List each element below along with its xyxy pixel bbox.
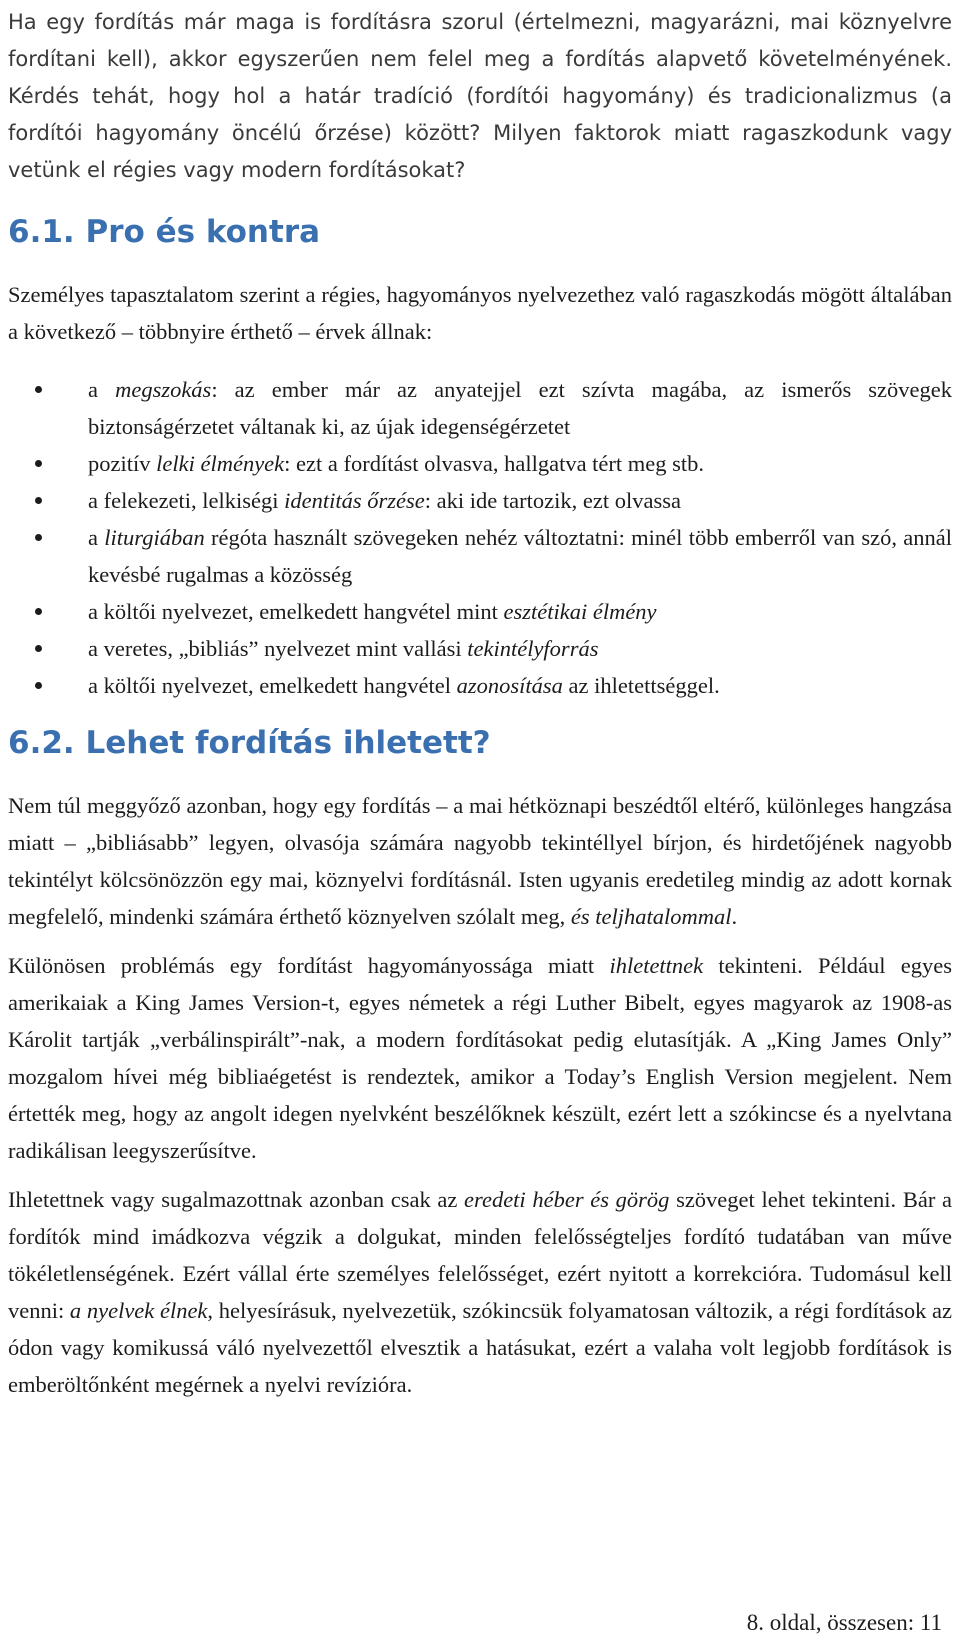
list-item: a veretes, „bibliás” nyelvezet mint vallási tekintélyforrás (8, 630, 952, 667)
bullet-icon (35, 645, 42, 652)
argument-list (8, 371, 952, 704)
section-2-paragraph-3: Ihletettnek vagy sugalmazottnak azonban csak az eredeti héber és görög szöveget lehet tekinteni. Bár a fordítók mind imádkozva végzik a dolgukat, minden felelősségteljes fordító tudatában van műve tökéletlenségének. Ezért vállal érte személyes felelősséget, ezért nyitott a korrekcióra. Tudomásul kell venni: a nyelvek élnek, helyesírásuk, nyelvezetük, szókincsük folyamatosan változik, a régi fordítások az ódon vagy komikussá váló nyelvezettől elvesztik a hatásukat, ezért a valaha volt legjobb fordítások is emberöltőnként megérnek a nyelvi revízióra. (8, 1187, 952, 1397)
document-page (8, 0, 952, 1403)
section-2-paragraph-1: Nem túl meggyőző azonban, hogy egy fordítás – a mai hétköznapi beszédtől eltérő, különleges hangzása miatt – „bibliásabb” legyen, olvasója számára nagyobb tekintéllyel bírjon, és hirdetőjének nagyobb tekintélyt kölcsönözzön egy mai, köznyelvi fordításnál. Isten ugyanis eredetileg mindig az adott kornak megfelelő, mindenki számára érthető köznyelven szólalt meg, és teljhatalommal. (8, 793, 952, 929)
bullet-icon (35, 386, 42, 393)
section-2-paragraph-2: Különösen problémás egy fordítást hagyományossága miatt ihletettnek tekinteni. Például egyes amerikaiak a King James Version-t, egyes németek a régi Luther Bibelt, egyes magyarok az 1908-as Károlit tartják „verbálinspirált”-nak, a modern fordításokat pedig elutasítják. A „King James Only” mozgalom hívei még bibliaégetést is rendeztek, amikor a Today’s English Version megjelent. Nem értették meg, hogy az angolt idegen nyelvként beszélőknek készült, ezért lett a szókincse és a nyelvtana radikálisan leegyszerűsítve. (8, 953, 953, 1163)
bullet-icon (35, 682, 42, 689)
intro-paragraph: Ha egy fordítás már maga is fordításra szorul (értelmezni, magyarázni, mai köznyelvre fordítani kell), akkor egyszerűen nem felel meg a fordítás alapvető követelményének. Kérdés tehát, hogy hol a határ tradíció (fordítói hagyomány) és tradicionalizmus (a fordítói hagyomány öncélú őrzése) között? Milyen faktorok miatt ragaszkodunk vagy vetünk el régies vagy modern fordításokat? (8, 10, 952, 182)
list-item: a költői nyelvezet, emelkedett hangvétel mint esztétikai élmény (8, 593, 952, 630)
list-item: pozitív lelki élmények: ezt a fordítást olvasva, hallgatva tért meg stb. (8, 445, 952, 482)
list-item: a megszokás: az ember már az anyatejjel ezt szívta magába, az ismerős szövegek biztonságérzetet váltanak ki, az újak idegenségérzetet (8, 371, 952, 445)
intro-block (8, 0, 952, 189)
section-heading-6-2: 6.2. Lehet fordítás ihletett? (8, 725, 491, 761)
bullet-icon (35, 460, 42, 467)
bullet-icon (35, 497, 42, 504)
bullet-icon (35, 534, 42, 541)
list-item: a felekezeti, lelkiségi identitás őrzése: aki ide tartozik, ezt olvassa (8, 482, 952, 519)
bullet-icon (35, 608, 42, 615)
section-1-intro-paragraph: Személyes tapasztalatom szerint a régies, hagyományos nyelvezethez való ragaszkodás mögött általában a következő – többnyire érthető – érvek állnak: (8, 282, 952, 344)
list-item: a költői nyelvezet, emelkedett hangvétel azonosítása az ihletettséggel. (8, 667, 952, 704)
list-item: a liturgiában régóta használt szövegeken nehéz változtatni: minél több emberről van szó, annál kevésbé rugalmas a közösség (8, 519, 952, 593)
section-heading-6-1: 6.1. Pro és kontra (8, 214, 321, 250)
page-number: 8. oldal, összesen: 11 (746, 1610, 942, 1635)
